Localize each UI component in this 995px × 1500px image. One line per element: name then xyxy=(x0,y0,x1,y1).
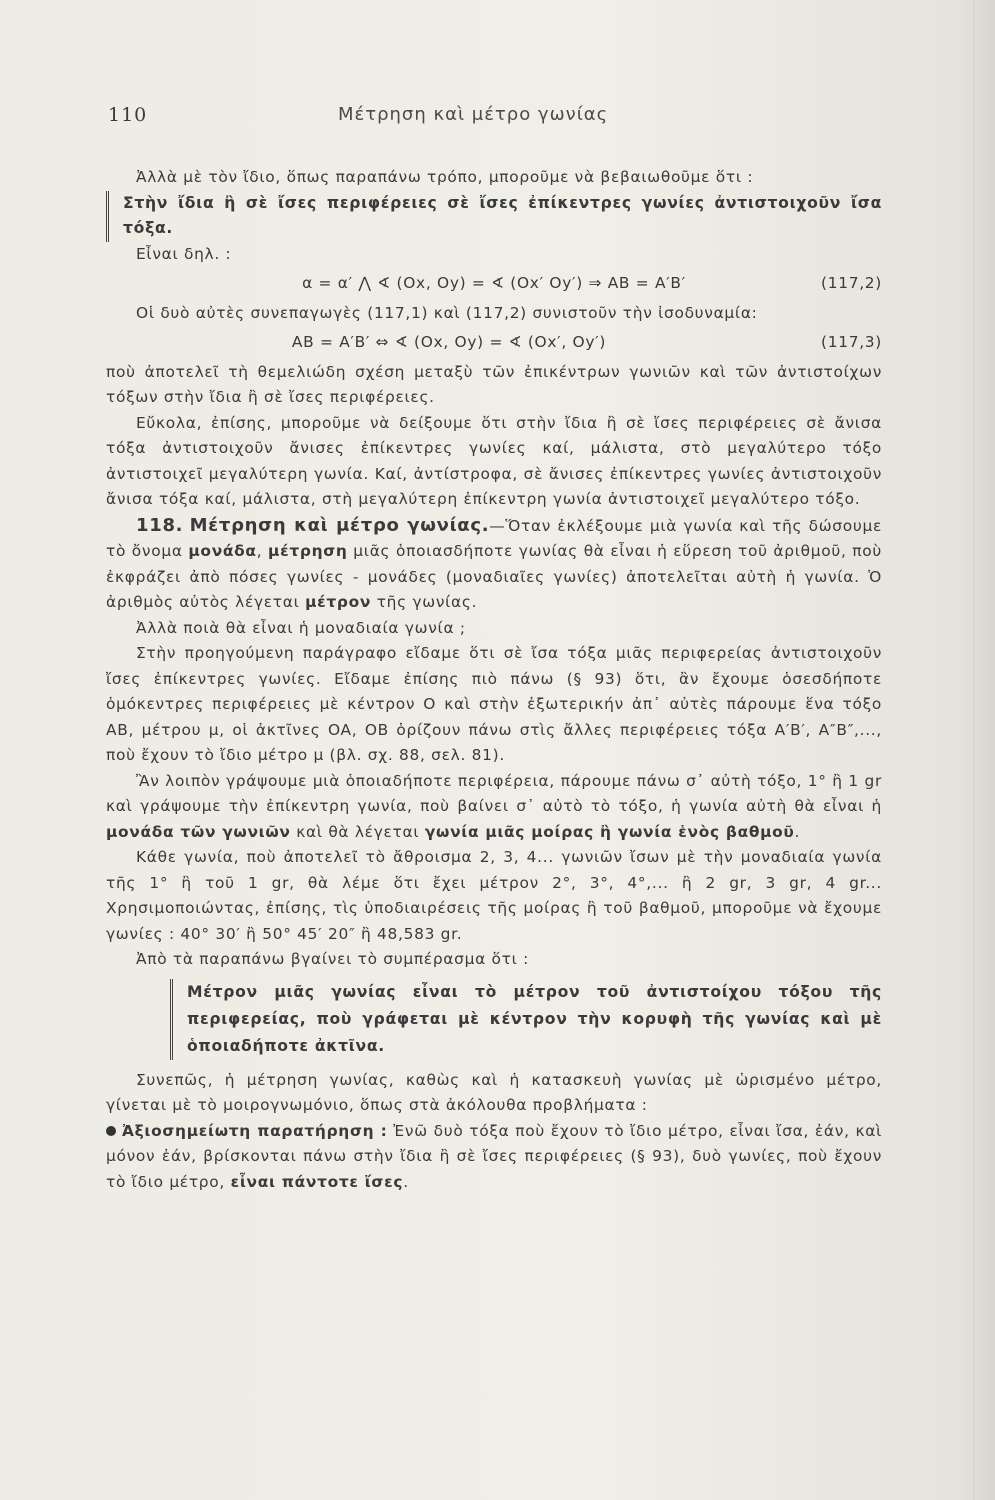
para-text: . xyxy=(794,822,801,841)
paragraph: Συνεπῶς, ἡ μέτρηση γωνίας, καθὼς καὶ ἡ κατασκευὴ γωνίας μὲ ὡρισμένο μέτρο, γίνεται μὲ τὸ μοιρογνωμόνιο, ὅπως στὰ ἀκόλουθα προβλήματα : xyxy=(106,1070,882,1114)
paragraph: Ἀλλὰ ποιὰ θὰ εἶναι ἡ μοναδιαία γωνία ; xyxy=(136,618,466,637)
term-degree-angle: γωνία μιᾶς μοίρας ἢ γωνία ἑνὸς βαθμοῦ xyxy=(424,822,795,841)
section-text: , xyxy=(256,542,269,560)
formula-number: (117,2) xyxy=(821,274,882,292)
note-text: Ἐνῶ δυὸ τόξα ποὺ ἔχουν τὸ ἴδιο μέτρο, εἶναι ἴσα, ἐάν, καὶ μόνον ἐάν, βρίσκονται πάνω στὴν ἴδια ἢ σὲ ἴσες περιφέρειες (§ 93), δυὸ γωνίες, ποὺ ἔχουν τὸ ἴδιο μέτρο, xyxy=(106,1121,883,1191)
bullet-icon xyxy=(106,1126,116,1136)
section-118 xyxy=(106,513,882,616)
intro-line: Ἀλλὰ μὲ τὸν ἴδιο, ὅπως παραπάνω τρόπο, μποροῦμε νὰ βεβαιωθοῦμε ὅτι : xyxy=(136,168,754,186)
term-unit: μονάδα xyxy=(188,542,257,560)
paragraph xyxy=(106,769,882,846)
paragraph: Στὴν προηγούμενη παράγραφο εἴδαμε ὅτι σὲ ἴσα τόξα μιᾶς περιφερείας ἀντιστοιχοῦν ἴσες ἐπίκεντρες γωνίες. Εἴδαμε ἐπίσης πιὸ πάνω (§ 93) ὅτι, ἂν ἔχουμε ὁσεσδήποτε ὁμόκεντρες περιφέρειες μὲ κέντρον O καὶ στὴν ἐξωτερικήν ἀπ᾽ αὐτὲς πάρουμε ἕνα τόξο AB, μέτρου μ, οἱ ἀκτῖνες OA, OB ὁρίζουν πάνω στὶς ἄλλες περιφέρειες τόξα A′B′, A″B″,..., ποὺ ἔχουν τὸ ἴδιο μέτρο μ (βλ. σχ. 88, σελ. 81). xyxy=(106,644,882,764)
para-text: καὶ θὰ λέγεται xyxy=(290,822,425,841)
theorem-box: Μέτρον μιᾶς γωνίας εἶναι τὸ μέτρον τοῦ ἀντιστοίχου τόξου τῆς περιφερείας, ποὺ γράφεται μὲ κέντρον τὴν κορυφὴ τῆς γωνίας καὶ μὲ ὁποιαδήποτε ἀκτῖνα. xyxy=(170,979,882,1060)
page-body xyxy=(106,165,882,1195)
note-paragraph xyxy=(106,1119,882,1196)
section-text: —Ὅταν ἐκλέξουμε μιὰ γωνία καὶ τῆς δώσουμε τὸ ὄνομα xyxy=(106,516,882,560)
page-gutter xyxy=(973,0,975,1500)
para-text: Ἂν λοιπὸν γράψουμε μιὰ ὁποιαδήποτε περιφέρεια, πάρουμε πάνω σ᾽ αὐτὴ τόξο, 1° ἢ 1 gr καὶ γράψουμε τὴν ἐπίκεντρη γωνία, ποὺ βαίνει σ᾽ αὐτὸ τὸ τόξο, ἡ γωνία αὐτὴ θὰ εἶναι ἡ xyxy=(106,771,882,815)
formula-117-2 xyxy=(106,271,882,297)
term-measure: μέτρηση xyxy=(268,542,348,560)
page-number: 110 xyxy=(108,104,148,126)
formula-text: AB = A′B′ ⇔ ∢ (Ox, Oy) = ∢ (Ox′, Oy′) xyxy=(291,333,607,351)
theorem-box: Στὴν ἴδια ἢ σὲ ἴσες περιφέρειες σὲ ἴσες ἐπίκεντρες γωνίες ἀντιστοιχοῦν ἴσα τόξα. xyxy=(106,191,882,242)
paragraph: Εὔκολα, ἐπίσης, μποροῦμε νὰ δείξουμε ὅτι στὴν ἴδια ἢ σὲ ἴσες περιφέρειες σὲ ἄνισα τόξα ἀντιστοιχοῦν ἄνισες ἐπίκεντρες γωνίες καί, μάλιστα, στὸ μεγαλύτερο τόξο ἀντιστοιχεῖ μεγαλύτερη γωνία. Καί, ἀντίστροφα, σὲ ἄνισες ἐπίκεντρες γωνίες ἀντιστοιχοῦν ἄνισα τόξα καί, μάλιστα, στὴ μεγαλύτερη ἐπίκεντρη γωνία ἀντιστοιχεῖ μεγαλύτερο τόξο. xyxy=(106,413,882,508)
running-title: Μέτρηση καὶ μέτρο γωνίας xyxy=(338,104,609,125)
section-text: τῆς γωνίας. xyxy=(371,593,478,611)
section-title: Μέτρηση καὶ μέτρο γωνίας. xyxy=(189,514,490,536)
note-label: Ἀξιοσημείωτη παρατήρηση : xyxy=(122,1121,388,1140)
einai-line: Εἶναι δηλ. : xyxy=(136,244,232,263)
paragraph: ποὺ ἀποτελεῖ τὴ θεμελιώδη σχέση μεταξὺ τῶν ἐπικέντρων γωνιῶν καὶ τῶν ἀντιστοίχων τόξων στὴν ἴδια ἢ σὲ ἴσες περιφέρειες. xyxy=(106,362,882,406)
term-unit-of-angles: μονάδα τῶν γωνιῶν xyxy=(106,822,291,841)
paragraph: Ἀπὸ τὰ παραπάνω βγαίνει τὸ συμπέρασμα ὅτι : xyxy=(136,950,529,968)
paragraph: Κάθε γωνία, ποὺ ἀποτελεῖ τὸ ἄθροισμα 2, 3, 4... γωνιῶν ἴσων μὲ τὴν μοναδιαία γωνία τῆς 1° ἢ τοῦ 1 gr, θὰ λέμε ὅτι ἔχει μέτρον 2°, 3°, 4°,... ἢ 2 gr, 3 gr, 4 gr... Χρησιμοποιώντας, ἐπίσης, τὶς ὑποδιαιρέσεις τῆς μοίρας ἢ τοῦ βαθμοῦ, μποροῦμε νὰ ἔχουμε γωνίες : 40° 30′ ἢ 50° 45′ 20″ ἢ 48,583 gr. xyxy=(106,848,882,943)
note-emphasis: εἶναι πάντοτε ἴσες xyxy=(230,1172,404,1191)
paragraph: Οἱ δυὸ αὐτὲς συνεπαγωγὲς (117,1) καὶ (117,2) συνιστοῦν τὴν ἰσοδυναμία: xyxy=(136,303,758,322)
section-number: 118. xyxy=(136,514,184,536)
formula-number: (117,3) xyxy=(821,333,882,351)
formula-117-3 xyxy=(106,330,882,356)
term-metron: μέτρον xyxy=(305,593,372,611)
section-text: μιᾶς ὁποιασδήποτε γωνίας θὰ εἶναι ἡ εὕρεση τοῦ ἀριθμοῦ, ποὺ ἐκφράζει ἀπὸ πόσες γωνίες - μονάδες (μοναδιαῖες γωνίες) ἀποτελεῖται αὐτὴ ἡ γωνία. Ὁ ἀριθμὸς αὐτὸς λέγεται xyxy=(106,542,882,611)
running-header xyxy=(108,104,880,134)
formula-text: α = α′ ⋀ ∢ (Ox, Oy) = ∢ (Ox′ Oy′) ⇒ AB = A′B′ xyxy=(302,274,686,292)
note-text: . xyxy=(403,1172,409,1191)
